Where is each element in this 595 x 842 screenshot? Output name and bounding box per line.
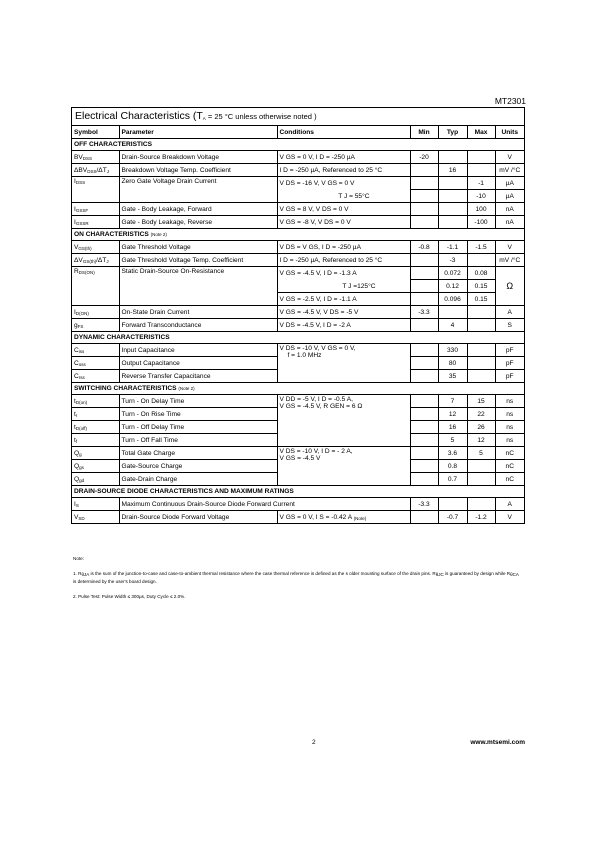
table-row: $\Delta BV_{DSS}/\Delta T_J$ Breakdown Voltage Temp. Coefficient I D = -250 µA, Referenced to 25 °C 16 mV /°C [72,164,524,177]
table-row: V GS = -2.5 V, I D = -1.1 A 0.096 0.15 [72,293,524,306]
table-row: T J = 55°C -10 µA [72,190,524,203]
table-row: $I_{D(ON)}$ On-State Drain Current V GS = -4.5 V, V DS = -5 V -3.3 A [72,306,524,319]
section-on: ON CHARACTERISTICS (Note 2) [72,229,524,241]
section-off: OFF CHARACTERISTICS [72,139,524,151]
table-row: $C_{iss}$ Input Capacitance V DS = -10 V, V GS = 0 V, f = 1.0 MHz 330 pF [72,344,524,357]
section-diode: DRAIN-SOURCE DIODE CHARACTERISTICS AND MAXIMUM RATINGS [72,486,524,498]
electrical-characteristics-table [71,107,525,524]
table-row: $I_{GSSR}$ Gate - Body Leakage, Reverse V GS = -8 V, V DS = 0 V -100 nA [72,216,524,229]
table-row: $I_{DSS}$ Zero Gate Voltage Drain Current V DS = -16 V, V GS = 0 V -1 µA [72,177,524,190]
table-title: Electrical Characteristics ($T_A = 25$ °C unless otherwise noted ) [72,108,524,126]
table-row: $t_{D(off)}$ Turn - Off Delay Time 16 26 ns [72,421,524,434]
table-row: $t_f$ Turn - Off Fall Time 5 12 ns [72,434,524,447]
notes [73,555,523,608]
table-row: $t_r$ Turn - On Rise Time 12 22 ns [72,408,524,421]
table-row: $g_{FS}$ Forward Transconductance V DS = -4.5 V, I D = -2 A 4 S [72,319,524,332]
table-row: $Q_{gs}$ Gate-Source Charge 0.8 nC [72,460,524,473]
section-switching: SWITCHING CHARACTERISTICS (Note 2) [72,383,524,395]
part-number: MT2301 [494,96,526,106]
table-row: $R_{DS(ON)}$ Static Drain-Source On-Resistance V GS = -4.5 V, I D = -1.3 A 0.072 0.08 Ω [72,267,524,280]
website-link[interactable]: www.mtsemi.com [470,739,525,746]
note-2: 2. Pulse Test: Pulse Width ≤ 300µs, Duty Cycle ≤ 2.0%. [73,594,186,599]
table-row: $I_S$ Maximum Continuous Drain-Source Diode Forward Current -3.3 A [72,498,524,511]
section-dynamic: DYNAMIC CHARACTERISTICS [72,332,524,344]
table-row: $t_{D(on)}$ Turn - On Delay Time V DD = -5 V, I D = -0.5 A, V GS = -4.5 V, R GEN = 6 Ω 7 15 ns [72,395,524,408]
table-row: $BV_{DSS}$ Drain-Source Breakdown Voltage V GS = 0 V, I D = -250 µA -20 V [72,151,524,164]
column-header-row: Symbol Parameter Conditions Min Typ Max Units [72,126,524,139]
table-row: $C_{oss}$ Output Capacitance 80 pF [72,357,524,370]
table-row: $Q_{gd}$ Gate-Drain Charge 0.7 nC [72,473,524,486]
table-row: $Q_g$ Total Gate Charge V DS = -10 V, I D = - 2 A, V GS = -4.5 V 3.6 5 nC [72,447,524,460]
page-number: 2 [312,739,316,746]
note-1: 1. RθJA is the sum of the junction-to-case and case-to-ambient thermal resistance where the case thermal reference is defined as the s older mounting surface of the drain pins. RθJC is guaranteed by design while RθCA is determined by the user's board design. [73,571,519,584]
table-row: $V_{SD}$ Drain-Source Diode Forward Voltage V GS = 0 V, I S = -0.42 A $_{(Note)}$ -0.7 -1.2 V [72,511,524,524]
table-row: $C_{rss}$ Reverse Transfer Capacitance 35 pF [72,370,524,383]
notes-label: Note: [73,556,84,561]
table-row: $\Delta V_{GS(th)}/\Delta T_J$ Gate Threshold Voltage Temp. Coefficient I D = -250 µA, Referenced to 25 °C -3 mV /°C [72,254,524,267]
table-row: $I_{GSSF}$ Gate - Body Leakage, Forward V GS = 8 V, V DS = 0 V 100 nA [72,203,524,216]
table-row: T J =125°C 0.12 0.15 [72,280,524,293]
table-row: $V_{GS(th)}$ Gate Threshold Voltage V DS = V GS, I D = -250 µA -0.8 -1.1 -1.5 V [72,241,524,254]
